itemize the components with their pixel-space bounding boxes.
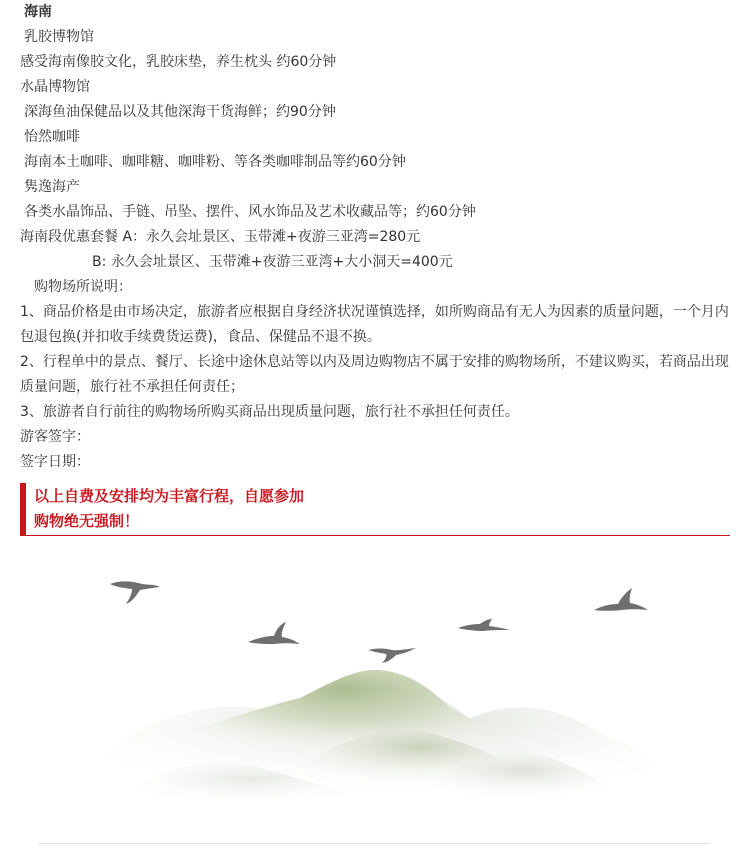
package-b: B: 永久会址景区、玉带滩+夜游三亚湾+大小洞天=400元 — [92, 254, 453, 270]
crane-icon — [110, 581, 160, 604]
shop-name-latex: 乳胶博物馆 — [24, 29, 94, 45]
notice-text — [34, 484, 304, 534]
shop-desc-latex: 感受海南像胶文化，乳胶床垫，养生枕头 约60分钟 — [20, 54, 337, 70]
shopping-note-heading: 购物场所说明： — [34, 279, 132, 295]
crane-icon — [248, 622, 300, 644]
notice-box — [20, 483, 730, 536]
shop-desc-seafood: 各类水晶饰品、手链、吊坠、摆件、风水饰品及艺术收藏品等；约60分钟 — [24, 204, 476, 220]
shopping-note-item-1: 1、商品价格是由市场决定，旅游者应根据自身经济状况谨慎选择，如所购商品有无人为因素的质量问题，一个月内包退包换(并扣收手续费货运费)，食品、保健品不退不换。 — [20, 304, 729, 345]
crane-icon — [458, 619, 510, 631]
ink-landscape-illustration — [0, 548, 752, 843]
notice-accent-bar — [20, 483, 26, 535]
bottom-divider — [38, 843, 710, 844]
shop-desc-coffee: 海南本土咖啡、咖啡糖、咖啡粉、等各类咖啡制品等约60分钟 — [24, 154, 406, 170]
document-body — [20, 0, 732, 475]
shop-name-coffee: 怡然咖啡 — [24, 129, 80, 145]
crane-icon — [368, 648, 416, 663]
shop-name-seafood: 隽逸海产 — [24, 179, 80, 195]
tourist-signature-label: 游客签字： — [20, 429, 90, 445]
shopping-note-item-3: 3、旅游者自行前往的购物场所购买商品出现质量问题，旅行社不承担任何责任。 — [20, 404, 519, 420]
region-title: 海南 — [24, 4, 52, 20]
package-a: 海南段优惠套餐 A：永久会址景区、玉带滩+夜游三亚湾=280元 — [20, 229, 421, 245]
notice-line-2: 购物绝无强制！ — [34, 512, 140, 530]
shop-name-crystal: 水晶博物馆 — [20, 79, 90, 95]
shop-desc-crystal: 深海鱼油保健品以及其他深海干货海鲜；约90分钟 — [24, 104, 336, 120]
crane-icon — [594, 588, 648, 611]
signature-date-label: 签字日期： — [20, 454, 90, 470]
notice-line-1: 以上自费及安排均为丰富行程，自愿参加 — [34, 487, 305, 505]
mountain-range — [110, 670, 690, 803]
flying-cranes — [110, 581, 648, 663]
shopping-note-item-2: 2、行程单中的景点、餐厅、长途中途休息站等以内及周边购物店不属于安排的购物场所，不建议购买，若商品出现质量问题，旅行社不承担任何责任； — [20, 354, 729, 395]
